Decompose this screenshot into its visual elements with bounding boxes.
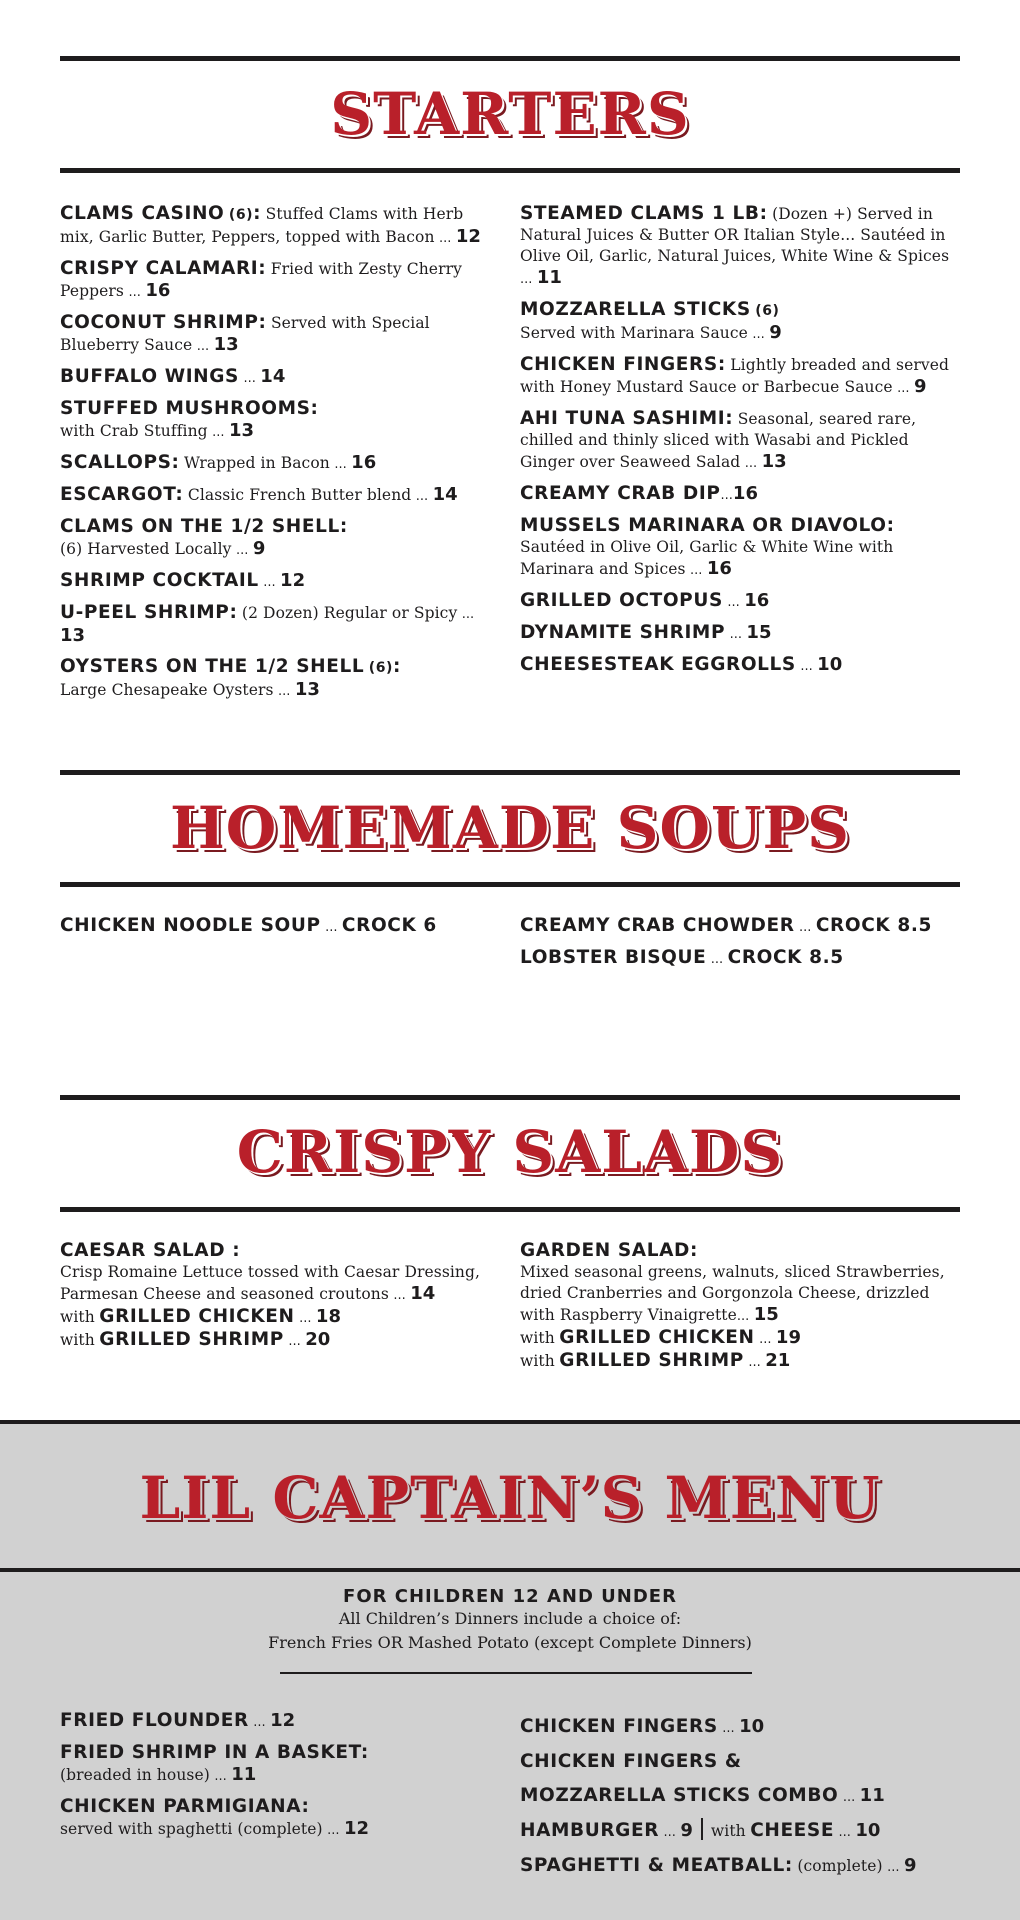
salads-left-column: [60, 1240, 500, 1361]
menu-item: FRIED SHRIMP IN A BASKET: (breaded in house) ... 11: [60, 1742, 369, 1785]
menu-item: SCALLOPS: Wrapped in Bacon ... 16: [60, 452, 377, 473]
menu-item: CREAMY CRAB DIP...16: [520, 483, 758, 504]
menu-item: AHI TUNA SASHIMI: Seasonal, seared rare, chilled and thinly sliced with Wasabi and Pickled Ginger over Seaweed Salad ... 13: [520, 408, 917, 472]
kids-subtext: All Children’s Dinners include a choice of:: [338, 1609, 682, 1628]
divider: [280, 1672, 752, 1674]
starters-title: STARTERS: [330, 80, 690, 148]
starters-section: [0, 0, 1020, 760]
menu-item: CLAMS ON THE 1/2 SHELL: (6) Harvested Locally ... 9: [60, 516, 348, 559]
menu-item: SPAGHETTI & MEATBALL: (complete) ... 9: [520, 1855, 917, 1876]
menu-item: CAESAR SALAD : Crisp Romaine Lettuce tossed with Caesar Dressing, Parmesan Cheese and seasoned croutons ... 14 with GRILLED CHICKEN ... 18 with GRILLED SHRIMP ... 20: [60, 1240, 481, 1350]
menu-item: CRISPY CALAMARI: Fried with Zesty Cherry Peppers ... 16: [60, 258, 462, 301]
menu-item: CHICKEN FINGERS & MOZZARELLA STICKS COMBO ... 11: [520, 1751, 885, 1806]
menu-item: SHRIMP COCKTAIL ... 12: [60, 570, 306, 591]
menu-item: BUFFALO WINGS ... 14: [60, 366, 286, 387]
menu-item: COCONUT SHRIMP: Served with Special Blueberry Sauce ... 13: [60, 312, 430, 355]
menu-item: FRIED FLOUNDER ... 12: [60, 1710, 296, 1731]
menu-item: STUFFED MUSHROOMS: with Crab Stuffing ... 13: [60, 398, 319, 441]
salads-right-column: [520, 1240, 960, 1382]
menu-item: CHICKEN PARMIGIANA: served with spaghetti (complete) ... 12: [60, 1796, 370, 1839]
menu-item: OYSTERS ON THE 1/2 SHELL (6): Large Chesapeake Oysters ... 13: [60, 656, 402, 700]
soups-section: [0, 760, 1020, 1090]
menu-item: GARDEN SALAD: Mixed seasonal greens, walnuts, sliced Strawberries, dried Cranberries and Gorgonzola Cheese, drizzled with Raspberry Vinaigrette... 15 with GRILLED CHICKEN ... 19 with GRILLED SHRIMP ... 21: [520, 1240, 945, 1371]
divider: [0, 1420, 1020, 1424]
menu-item: STEAMED CLAMS 1 LB: (Dozen +) Served in Natural Juices & Butter OR Italian Style... Sautéed in Olive Oil, Garlic, Natural Juices, White Wine & Spices ... 11: [520, 203, 950, 288]
soups-title: HOMEMADE SOUPS: [169, 794, 851, 862]
kids-left-column: [60, 1710, 500, 1850]
divider: [60, 168, 960, 173]
kids-heading: FOR CHILDREN 12 AND UNDER: [343, 1586, 677, 1607]
divider: [0, 1568, 1020, 1572]
menu-item: CHICKEN NOODLE SOUP ... CROCK 6: [60, 915, 437, 936]
salads-title: CRISPY SALADS: [236, 1118, 784, 1186]
menu-item: ESCARGOT: Classic French Butter blend ... 14: [60, 484, 458, 505]
kids-intro: [0, 1586, 1020, 1655]
starters-left-column: [60, 203, 500, 711]
menu-item: U-PEEL SHRIMP: (2 Dozen) Regular or Spicy ... 13: [60, 602, 475, 646]
divider: [60, 56, 960, 61]
starters-right-column: [520, 203, 960, 686]
divider: [60, 882, 960, 887]
kids-title: LIL CAPTAIN’S MENU: [139, 1464, 881, 1532]
soups-left-column: [60, 915, 500, 947]
menu-item: GRILLED OCTOPUS ... 16: [520, 590, 770, 611]
soups-right-column: [520, 915, 960, 979]
kids-right-column: [520, 1710, 960, 1884]
menu-item: MOZZARELLA STICKS (6) Served with Marinara Sauce ... 9: [520, 299, 782, 343]
separator: [701, 1818, 703, 1840]
menu-item: CHICKEN FINGERS ... 10: [520, 1716, 765, 1737]
menu-item: LOBSTER BISQUE ... CROCK 8.5: [520, 947, 844, 968]
kids-menu-section: [0, 1420, 1020, 1920]
divider: [60, 1095, 960, 1100]
salads-section: [0, 1090, 1020, 1420]
menu-item: DYNAMITE SHRIMP ... 15: [520, 622, 772, 643]
menu-item: MUSSELS MARINARA OR DIAVOLO: Sautéed in Olive Oil, Garlic & White Wine with Marinara and Spices ... 16: [520, 515, 895, 579]
menu-item: HAMBURGER ... 9 with CHEESE ... 10: [520, 1820, 881, 1841]
menu-item: CREAMY CRAB CHOWDER ... CROCK 8.5: [520, 915, 932, 936]
kids-subtext: French Fries OR Mashed Potato (except Complete Dinners): [268, 1633, 752, 1652]
menu-item: CLAMS CASINO (6): Stuffed Clams with Herb mix, Garlic Butter, Peppers, topped with Bacon ... 12: [60, 203, 481, 247]
menu-item: CHICKEN FINGERS: Lightly breaded and served with Honey Mustard Sauce or Barbecue Sauce ... 9: [520, 354, 950, 397]
menu-item: CHEESESTEAK EGGROLLS ... 10: [520, 654, 843, 675]
divider: [60, 1207, 960, 1212]
divider: [60, 770, 960, 775]
